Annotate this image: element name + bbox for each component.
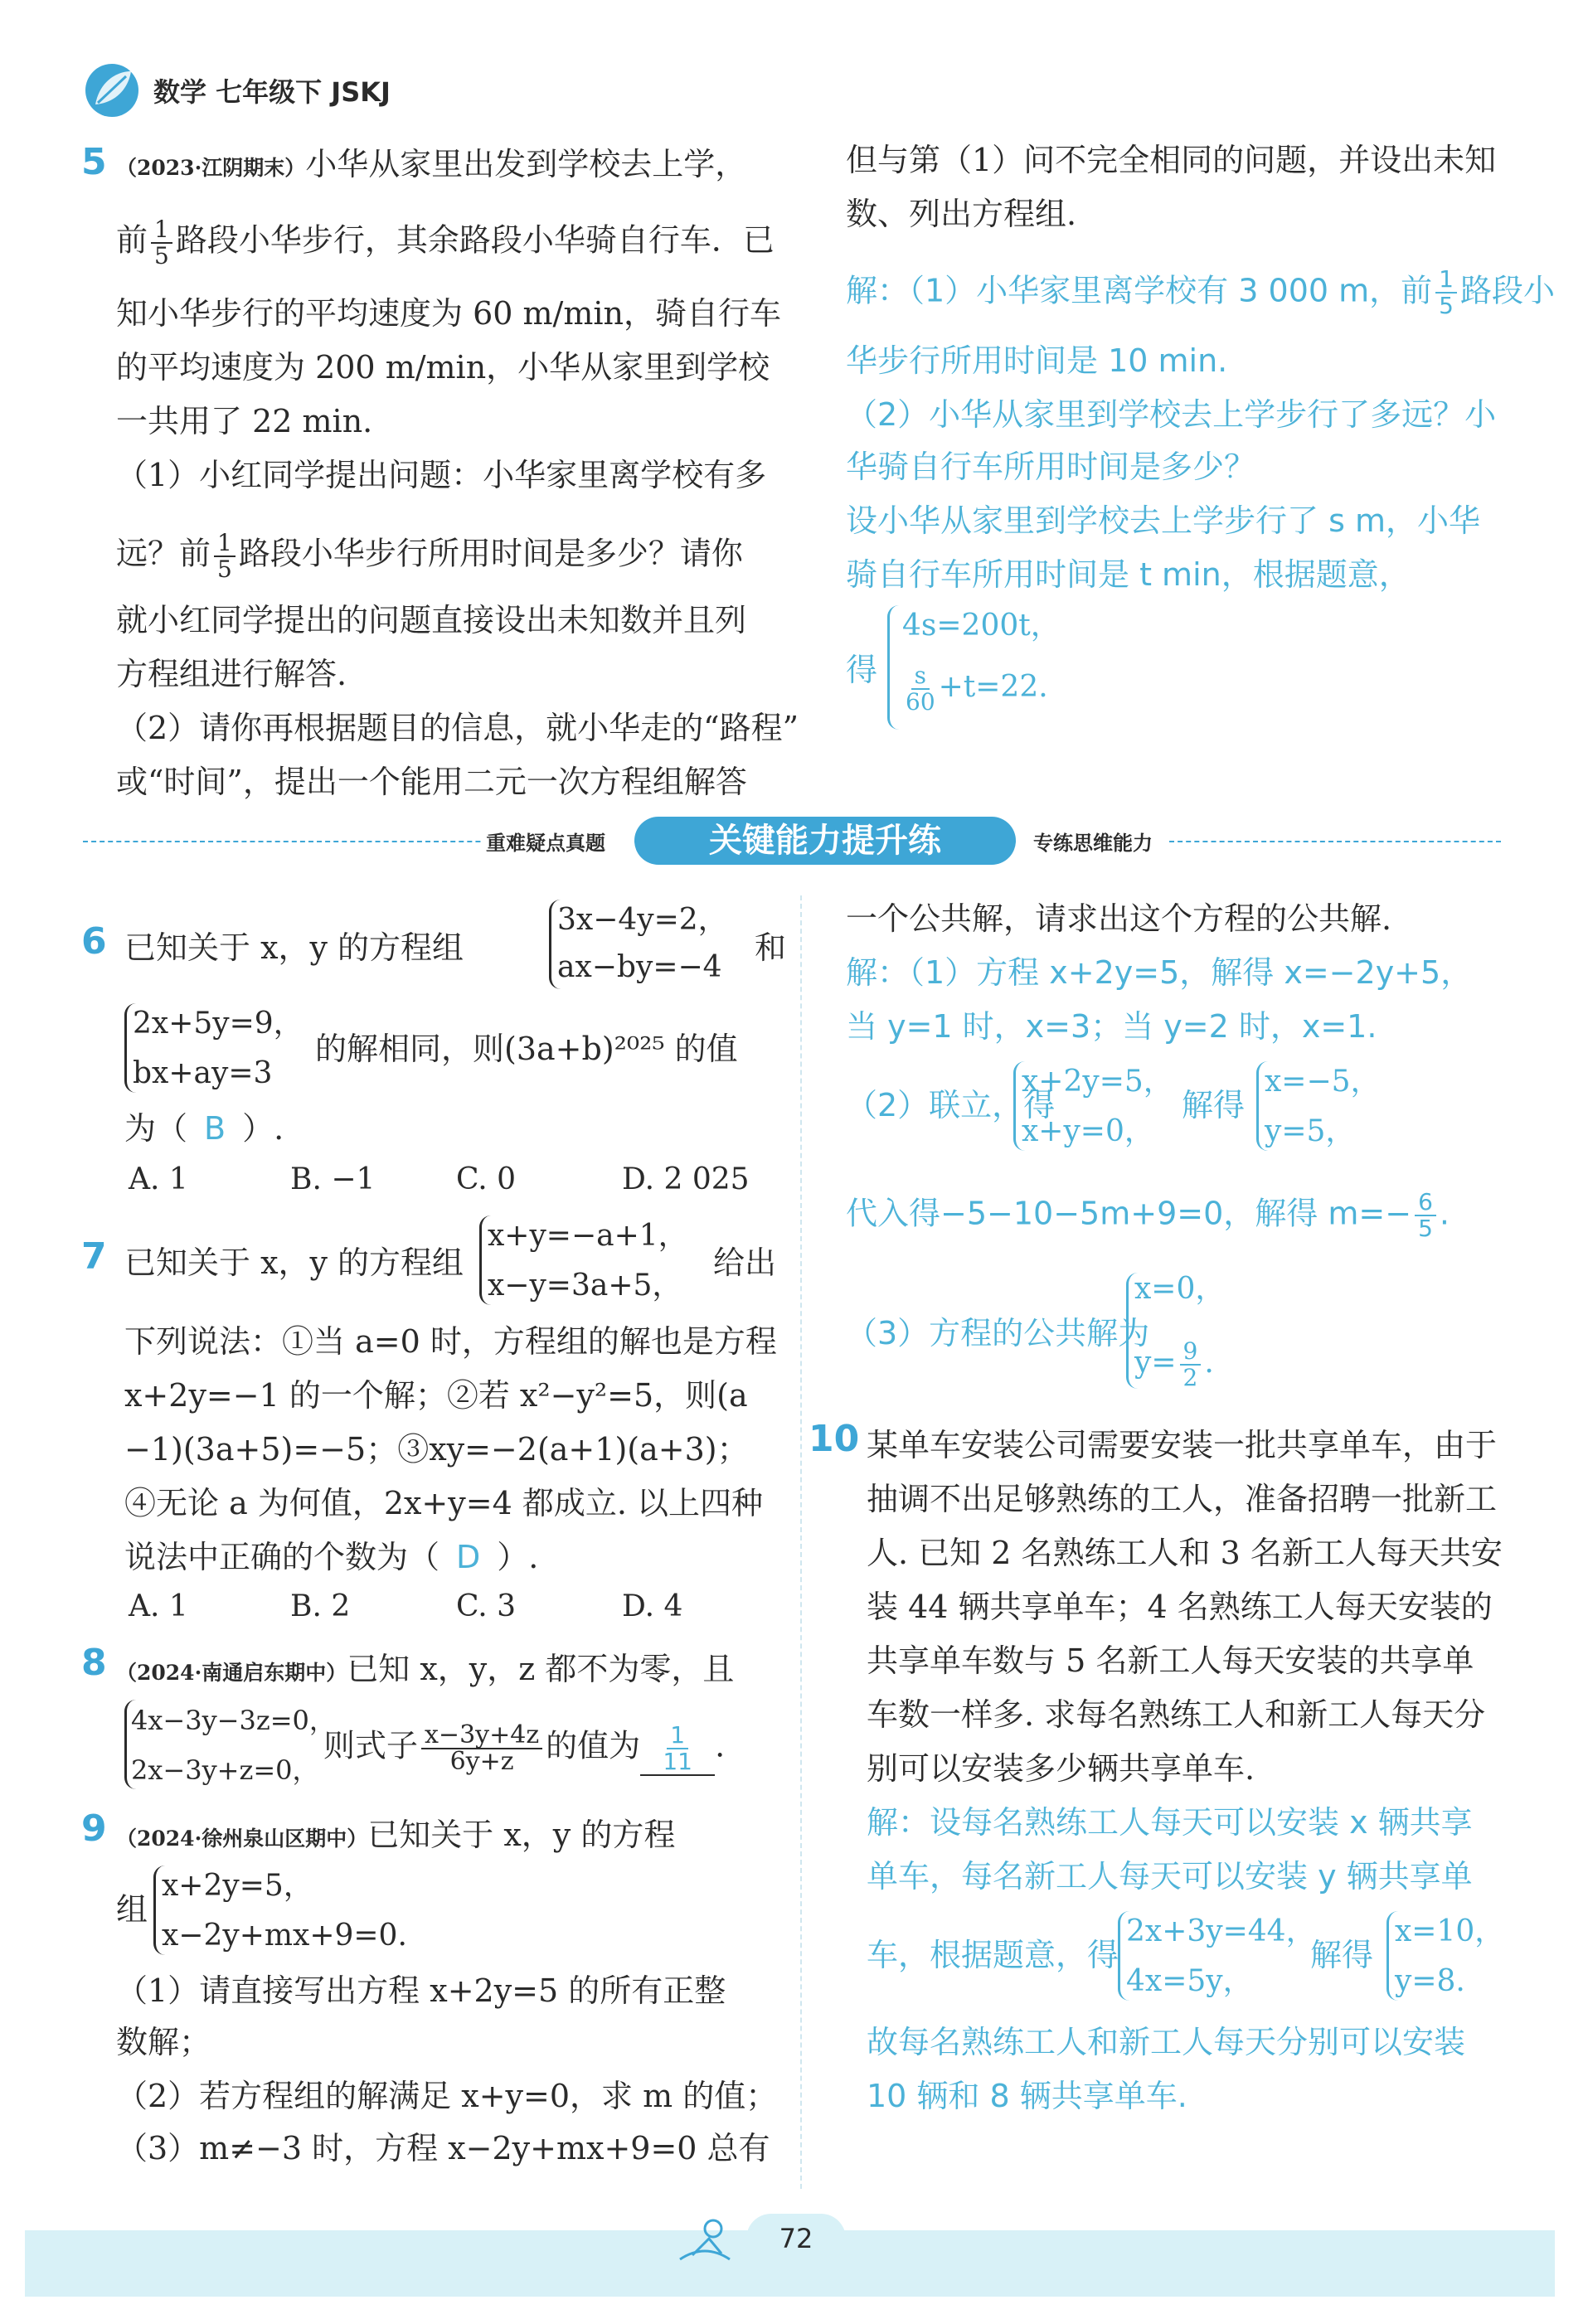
q7-line: 已知关于 x，y 的方程组 [124, 1244, 464, 1281]
option: D. 2 025 [622, 1162, 750, 1196]
answer-line: 代入得−5−10−5m+9=0，解得 m=− $\frac{6}{5}$ . [846, 1188, 1450, 1242]
equation-line: y=8. [1395, 1964, 1465, 1998]
column-divider [800, 895, 802, 2189]
option: C. 0 [456, 1162, 517, 1196]
q7-line: 给出 [713, 1244, 777, 1281]
choice-answer: D [456, 1539, 481, 1575]
equation-line: x+y=−a+1， [488, 1219, 688, 1253]
equation-line: x=10， [1395, 1914, 1505, 1948]
equation-line: 4x=5y， [1126, 1964, 1253, 1998]
reading-kid-icon [672, 2214, 738, 2272]
equation-line: x−2y+mx+9=0. [162, 1919, 407, 1953]
banner-left-label: 重难疑点真题 [481, 827, 610, 856]
option: C. 3 [456, 1589, 517, 1623]
q5-line: （2）请你再根据题目的信息，就小华走的“路程” [116, 710, 799, 746]
equation-line: bx+ay=3 [133, 1056, 273, 1090]
q9-line: （1）请直接写出方程 x+2y=5 的所有正整 [116, 1972, 726, 2009]
option: A. 1 [129, 1589, 188, 1623]
section-banner [83, 817, 1501, 866]
equation-line: ax−by=−4 [557, 950, 722, 984]
equation-line: x−y=3a+5， [488, 1269, 682, 1303]
q6-line: 的解相同，则(3a+b)²⁰²⁵ 的值 [315, 1031, 738, 1067]
q5-line: 或“时间”，提出一个能用二元一次方程组解答 [116, 764, 747, 800]
answer-line: 华骑自行车所用时间是多少？ [846, 449, 1256, 485]
question-number: 8 [81, 1642, 107, 1684]
question-number: 10 [809, 1418, 860, 1460]
q5-line: 前 $\frac{1}{5}$ 路段小华步行，其余路段小华骑自行车．已 [116, 216, 775, 269]
q6-line: 为（ B ）. [124, 1110, 284, 1147]
fraction: $\frac{1}{5}$ [214, 531, 236, 582]
q9-line: （2024·徐州泉山区期中）已知关于 x，y 的方程 [116, 1817, 676, 1853]
footer-bar [25, 2223, 1555, 2297]
equation-line: y=5， [1265, 1114, 1356, 1148]
q9-line: 数解； [116, 2024, 211, 2060]
page-number: 72 [746, 2214, 846, 2263]
header [83, 58, 1559, 124]
q10-line: 某单车安装公司需要安装一批共享单车，由于 [867, 1427, 1498, 1463]
equation-line: 2x+5y=9， [133, 1007, 304, 1041]
q9-line: 组 [116, 1891, 148, 1928]
answer-line: 华步行所用时间是 10 min. [846, 342, 1228, 379]
q9-line: （2）若方程组的解满足 x+y=0，求 m 的值； [116, 2078, 778, 2114]
choice-answer: B [204, 1110, 226, 1147]
banner-rule [83, 841, 547, 842]
q5-line: 数、列出方程组. [846, 196, 1077, 232]
equation-line: 4x−3y−3z=0， [131, 1705, 336, 1736]
answer-line: （2）小华从家里到学校去上学步行了多远？小 [846, 396, 1497, 433]
equation-line: 3x−4y=2， [557, 903, 728, 937]
banner-title: 关键能力提升练 [634, 817, 1016, 865]
q5-line: 一共用了 22 min. [116, 403, 373, 439]
question-number: 7 [81, 1235, 107, 1278]
equation-line: x+y=0， [1022, 1114, 1154, 1148]
q8-line: （2024·南通启东期中）已知 x，y，z 都不为零，且 [116, 1651, 735, 1687]
question-number: 6 [81, 920, 107, 963]
equation-brace [887, 605, 900, 730]
q10-line: 装 44 辆共享单车；4 名熟练工人每天安装的 [867, 1589, 1493, 1625]
q7-line: x+2y=−1 的一个解；②若 x²−y²=5，则(a [124, 1377, 748, 1414]
q10-line: 别可以安装多少辆共享单车. [867, 1750, 1255, 1787]
equation-line: 2x+3y=44， [1126, 1914, 1316, 1948]
q7-line: −1)(3a+5)=−5；③xy=−2(a+1)(a+3)； [124, 1431, 749, 1468]
answer-line: 骑自行车所用时间是 t min，根据题意， [846, 556, 1411, 593]
q9-line: （3）m≠−3 时，方程 x−2y+mx+9=0 总有 [116, 2130, 770, 2166]
option: A. 1 [129, 1162, 188, 1196]
option: D. 4 [622, 1589, 683, 1623]
option: B. −1 [290, 1162, 376, 1196]
answer-line: （2）联立，得 [846, 1087, 1056, 1123]
q5-line: 知小华步行的平均速度为 60 m/min，骑自行车 [116, 295, 782, 332]
equation-line: $\frac{s}{60}$ +t=22. [906, 662, 1048, 716]
question-source: （2024·徐州泉山区期中） [116, 1827, 368, 1851]
banner-right-label: 专练思维能力 [1028, 827, 1158, 856]
equation-line: x+2y=5， [162, 1869, 313, 1903]
q5-line: 远？前 $\frac{1}{5}$ 路段小华步行所用时间是多少？请你 [116, 529, 743, 583]
q5-line: 就小红同学提出的问题直接设出未知数并且列 [116, 602, 747, 638]
blank-answer: $\frac{1}{11}$ [663, 1721, 692, 1775]
answer-line: 解：（1）方程 x+2y=5，解得 x=−2y+5， [846, 954, 1473, 991]
q10-line: 人. 已知 2 名熟练工人和 3 名新工人每天共安 [867, 1535, 1503, 1571]
q5-line: 的平均速度为 200 m/min，小华从家里到学校 [116, 349, 770, 386]
q8-line: 则式子 $\frac{x-3y+4z}{6y+z}$ 的值为 $\frac{1}{11}$ . [323, 1720, 726, 1776]
answer-line: 10 辆和 8 辆共享单车. [867, 2078, 1187, 2114]
answer-line: 解：设每名熟练工人每天可以安装 x 辆共享 [867, 1804, 1473, 1841]
option: B. 2 [290, 1589, 351, 1623]
equation-line: x=0， [1134, 1272, 1226, 1306]
q6-line: 和 [755, 929, 787, 966]
question-number: 9 [81, 1807, 107, 1850]
book-title: 数学 七年级下 JSKJ [153, 76, 391, 108]
equation-line: 4s=200t， [902, 609, 1061, 643]
equation-line: y= $\frac{9}{2}$ . [1134, 1337, 1214, 1391]
q7-line: 下列说法：①当 a=0 时，方程组的解也是方程 [124, 1323, 777, 1360]
q5-line: （1）小红同学提出问题：小华家里离学校有多 [116, 457, 767, 493]
q5-line: 但与第（1）问不完全相同的问题，并设出未知 [846, 142, 1497, 178]
answer-line: 解得 [1182, 1087, 1246, 1123]
question-source: （2023·江阴期末） [116, 156, 306, 180]
equation-line: 2x−3y+z=0， [131, 1754, 319, 1786]
q10-line: 共享单车数与 5 名新工人每天安装的共享单 [867, 1642, 1474, 1679]
q5-line: 方程组进行解答. [116, 656, 347, 692]
q9-line: 一个公共解，请求出这个方程的公共解. [846, 900, 1392, 937]
answer-line: 单车，每名新工人每天可以安装 y 辆共享单 [867, 1858, 1473, 1895]
q7-line: 说法中正确的个数为（ D ）. [124, 1539, 539, 1575]
leaf-logo-icon [83, 61, 141, 119]
equation-line: x=−5， [1265, 1065, 1381, 1099]
answer-line: 解得 [1310, 1937, 1374, 1973]
q10-line: 抽调不出足够熟练的工人，准备招聘一批新工 [867, 1481, 1498, 1517]
answer-line: 车，根据题意，得 [867, 1937, 1119, 1973]
answer-line: 设小华从家里到学校去上学步行了 s m，小华 [846, 502, 1480, 539]
equation-line: x+2y=5， [1022, 1065, 1173, 1099]
q5-line: （2023·江阴期末）小华从家里出发到学校去上学， [116, 146, 747, 182]
fraction: $\frac{1}{5}$ [1435, 267, 1457, 318]
answer-line: 得 [846, 652, 878, 688]
fraction: $\frac{1}{5}$ [151, 217, 172, 269]
q6-line: 已知关于 x，y 的方程组 [124, 929, 464, 966]
question-source: （2024·南通启东期中） [116, 1661, 347, 1685]
answer-line: 故每名熟练工人和新工人每天分别可以安装 [867, 2024, 1466, 2060]
answer-line: 解：（1）小华家里离学校有 3 000 m，前 $\frac{1}{5}$ 路段小 [846, 265, 1555, 319]
q7-line: ④无论 a 为何值，2x+y=4 都成立. 以上四种 [124, 1485, 763, 1521]
banner-rule [1169, 841, 1501, 842]
answer-line: 当 y=1 时，x=3；当 y=2 时，x=1. [846, 1008, 1377, 1045]
answer-line: （3）方程的公共解为 [846, 1315, 1150, 1351]
q10-line: 车数一样多. 求每名熟练工人和新工人每天分 [867, 1696, 1486, 1733]
question-number: 5 [81, 141, 107, 183]
